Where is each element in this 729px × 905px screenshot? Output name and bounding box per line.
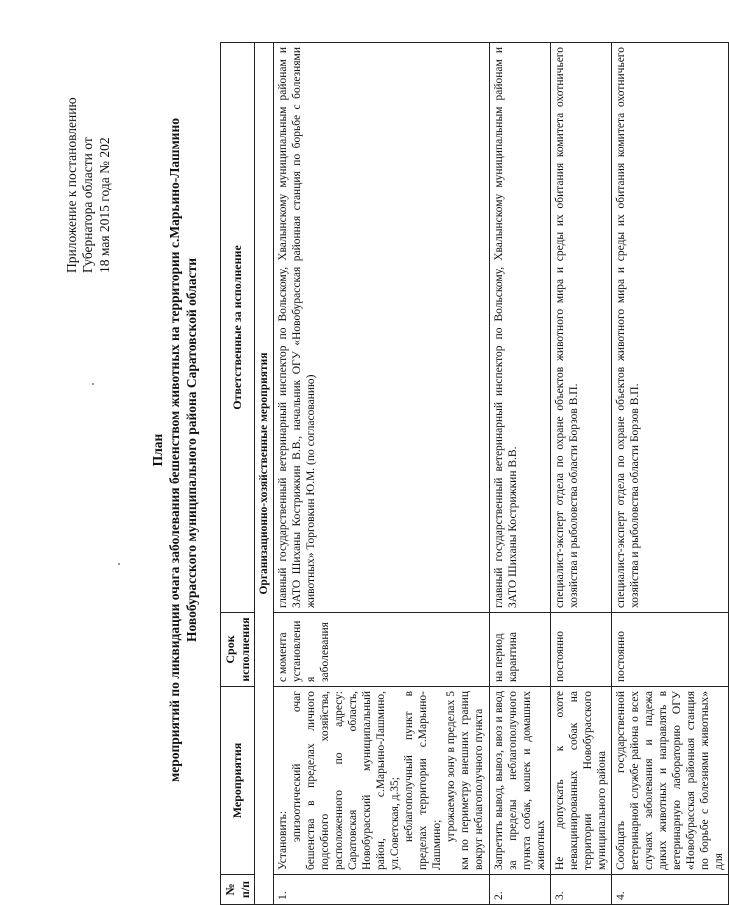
- measure-line: эпизоотический очаг бешенства в пределах личного подсобного хозяйства, расположенного по адресу: Саратовская область, Новобурасский муниципальный район, с.Марьино-Лашмино, ул.Советская, д.35;: [291, 691, 402, 870]
- scan-speck: [118, 563, 120, 565]
- row-responsible: главный государственный ветеринарный инспектор по Вольскому, Хвалынскому муниципальным районам и ЗАТО Шиханы Кострижкин В.В., начальник ОГУ «Новобурасская районная станция по борьбе с болезнями животных» Торговкин Ю.М. (по согласованию): [274, 43, 489, 613]
- title-line-1: мероприятий по ликвидации очага заболевания бешенством животных на территории с.Марьино-Лашмино: [166, 118, 182, 782]
- scan-speck: [92, 383, 94, 385]
- header-responsible: Ответственные за исполнение: [221, 43, 255, 613]
- section-title: Организационно-хозяйственные мероприятия: [255, 43, 274, 905]
- row-responsible: специалист-эксперт отдела по охране объектов животного мира и среды их обитания комитета охотничьего хозяйства и рыболовства области Борзов В.П.: [550, 43, 611, 613]
- row-term: на период карантина: [489, 613, 550, 687]
- row-measure: Сообщать государственной ветеринарной службе района о всех случаях заболевания и падежа диких животных и направлять в ветеринарную лабораторию ОГУ «Новобурасская районная станция по борьбе с болезнями животных» для: [611, 687, 728, 875]
- appendix-line-2: Губернатора области от: [80, 137, 96, 273]
- measure-line: Установить:: [277, 810, 290, 870]
- appendix-block: [64, 33, 113, 273]
- table-row: [611, 43, 728, 905]
- row-term: с момента установления заболевания: [274, 613, 489, 687]
- table-row: [489, 43, 550, 905]
- section-row: [255, 43, 274, 905]
- appendix-line-3: 18 мая 2015 года № 202: [96, 137, 112, 273]
- measure-line: неблагополучный пункт в пределах территории с.Марьино-Лашмино;: [403, 691, 444, 870]
- row-term: постоянно: [611, 613, 728, 687]
- row-responsible: главный государственный ветеринарный инспектор по Вольскому, Хвалынскому муниципальным районам и ЗАТО Шиханы Кострижкин В.В.: [489, 43, 550, 613]
- title-word: План: [150, 433, 165, 467]
- row-term: постоянно: [550, 613, 611, 687]
- table-header-row: [221, 43, 255, 905]
- title-line-2: Новобурасского муниципального района Саратовской области: [183, 257, 199, 643]
- table-row: [550, 43, 611, 905]
- row-number: 2.: [489, 875, 550, 905]
- row-responsible: специалист-эксперт отдела по охране объектов животного мира и среды их обитания комитета охотничьего хозяйства и рыболовства области Борзов В.П.: [611, 43, 728, 613]
- appendix-line-1: Приложение к постановлению: [64, 97, 79, 273]
- row-number: 3.: [550, 875, 611, 905]
- table-row: [274, 43, 489, 905]
- header-measures: Мероприятия: [221, 687, 255, 875]
- row-measure: [274, 687, 489, 875]
- document-title: [150, 55, 201, 845]
- row-number: 4.: [611, 875, 728, 905]
- row-measure: Запретить вывод, вывоз, ввоз и ввод за пределы неблагополучного пункта собак, кошек и домашних животных: [489, 687, 550, 875]
- row-measure: Не допускать к охоте невакцинированных собак на территории Новобурасского муниципального района: [550, 687, 611, 875]
- measure-line: угрожаемую зону в пределах 5 км по периметру внешних границ вокруг неблагополучного пункта: [445, 691, 486, 870]
- header-term: Срок исполнения: [221, 613, 255, 687]
- plan-table: [220, 42, 729, 905]
- header-num: № п/п: [221, 875, 255, 905]
- row-number: 1.: [274, 875, 489, 905]
